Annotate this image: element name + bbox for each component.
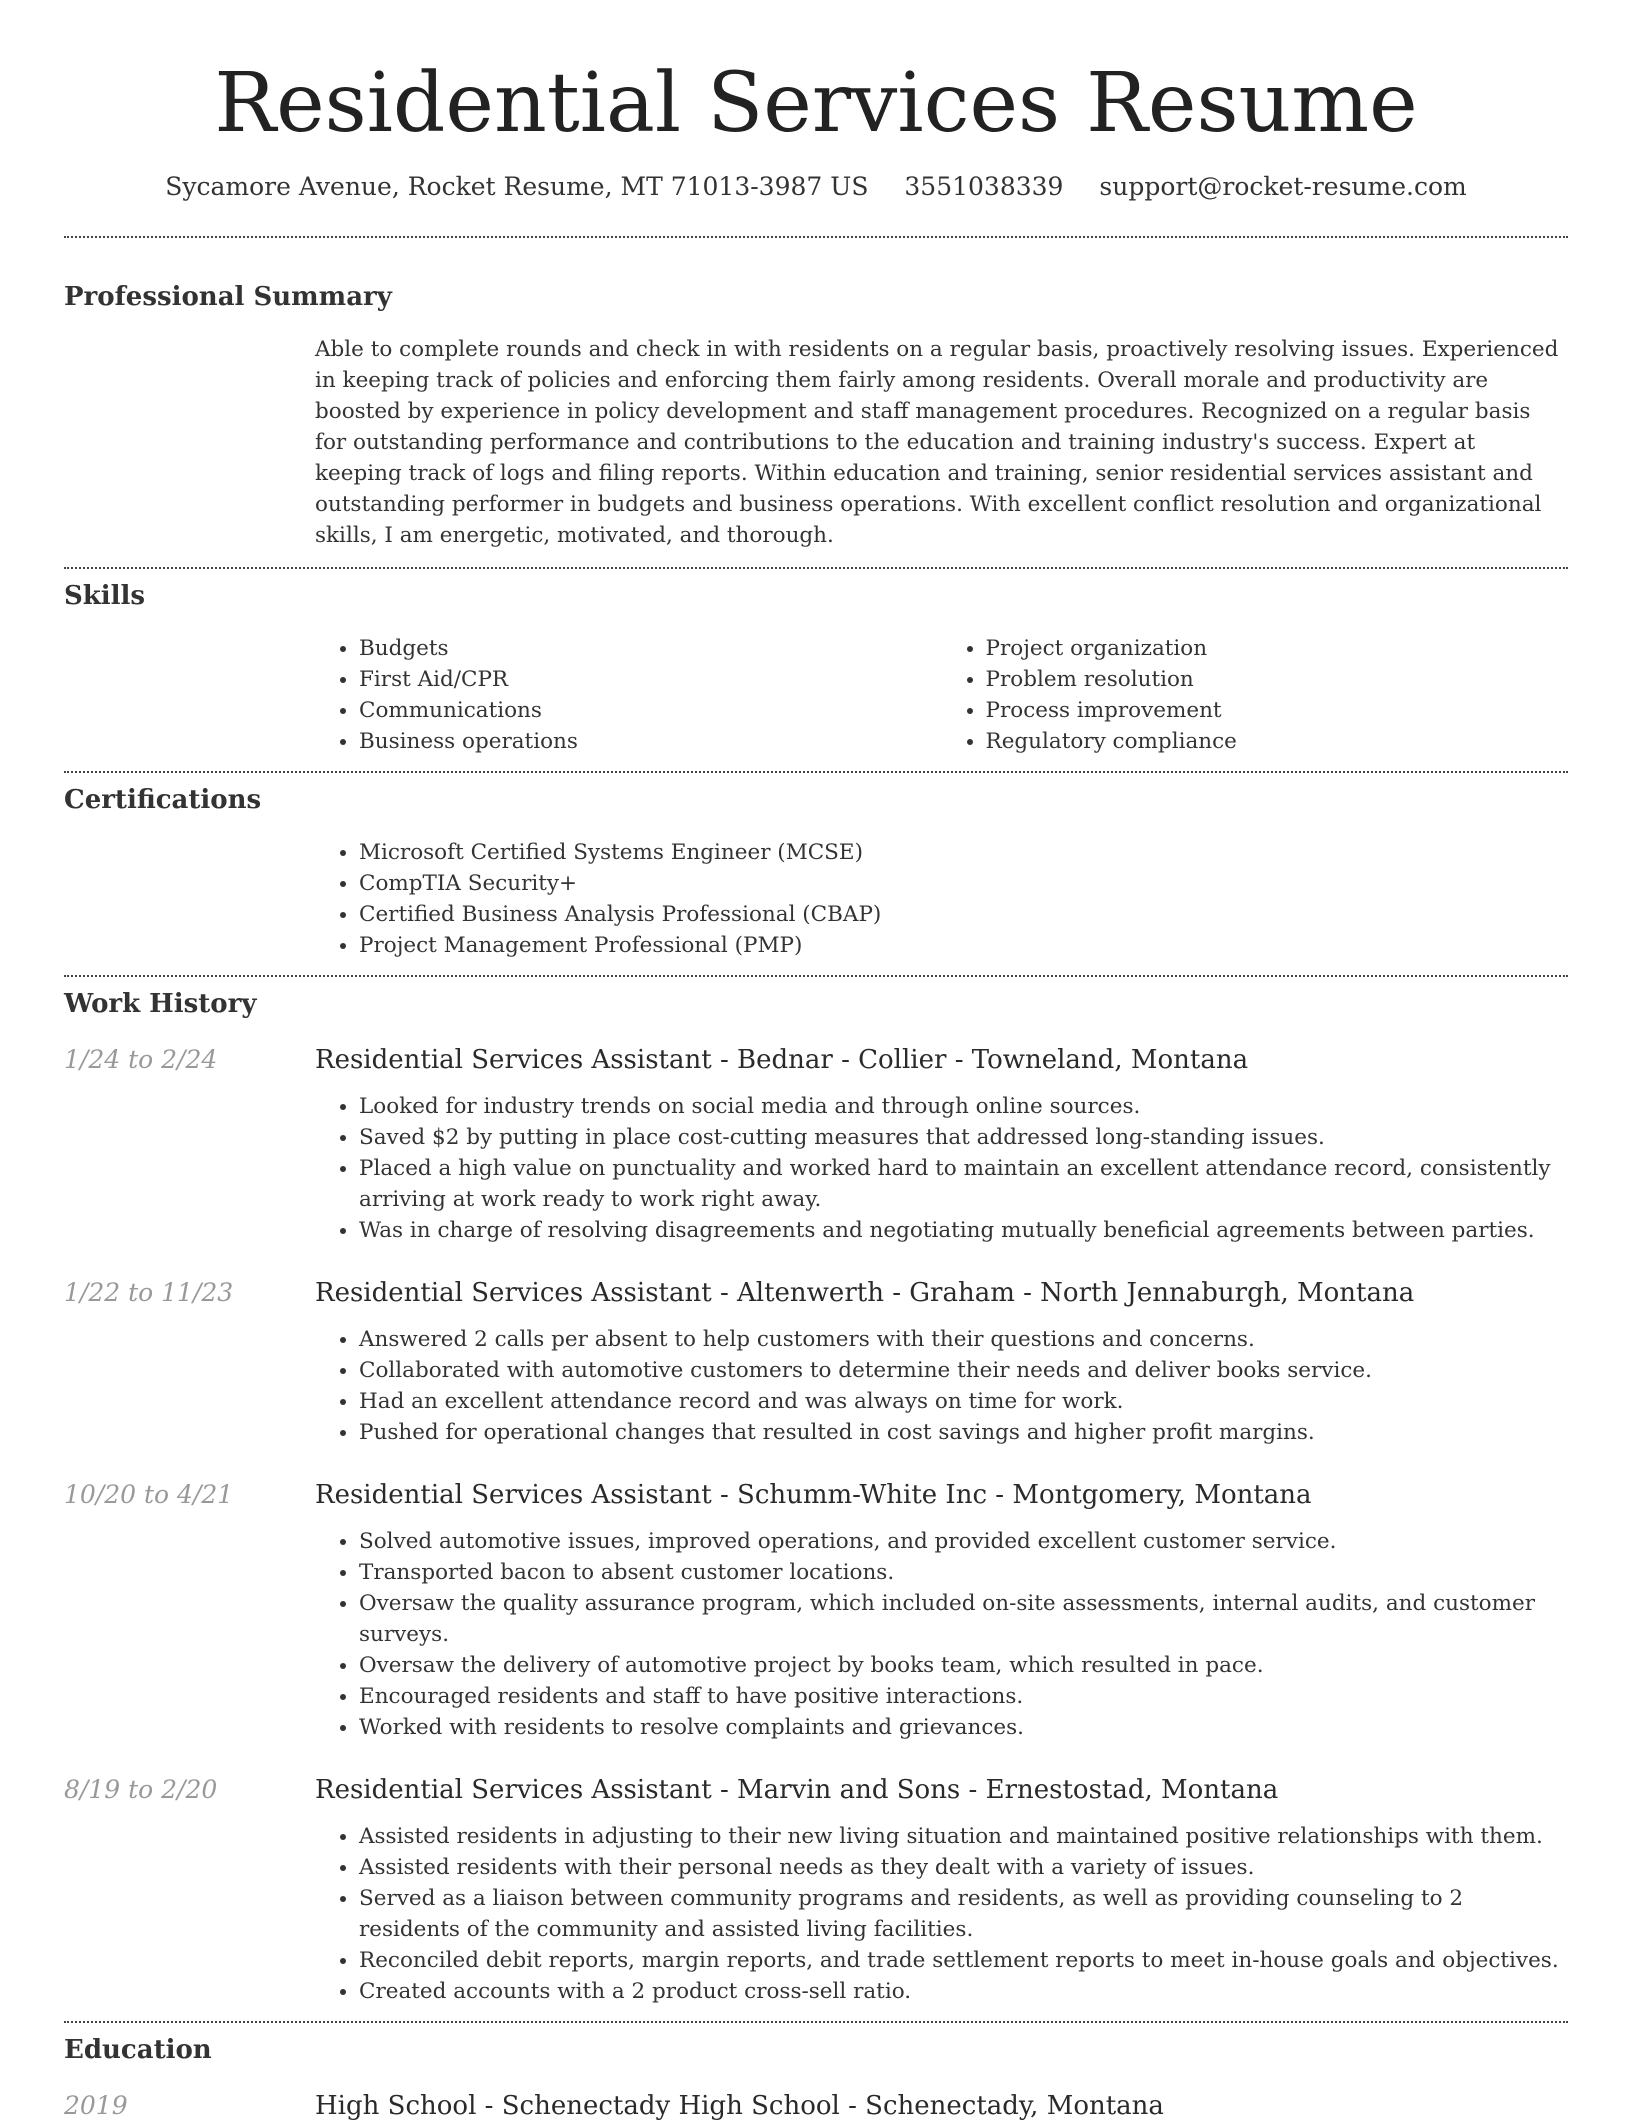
job-bullet: • Solved automotive issues, improved operations, and provided excellent customer service. (359, 1526, 1568, 1557)
divider (64, 975, 1568, 977)
skills-heading: Skills (64, 581, 146, 611)
contact-email: support@rocket-resume.com (1099, 172, 1467, 201)
job-bullet: • Had an excellent attendance record and was always on time for work. (359, 1386, 1568, 1417)
education-title: High School - Schenectady High School - Schenectady, Montana (315, 2091, 1164, 2121)
job-bullet: • Was in charge of resolving disagreements and negotiating mutually beneficial agreements between parties. (359, 1215, 1568, 1246)
job-bullet: • Oversaw the delivery of automotive project by books team, which resulted in pace. (359, 1650, 1568, 1681)
certification-item: • Project Management Professional (PMP) (359, 930, 1568, 961)
skill-item: • Regulatory compliance (986, 726, 1569, 757)
divider (64, 236, 1568, 238)
job-bullet: • Answered 2 calls per absent to help customers with their questions and concerns. (359, 1324, 1568, 1355)
job-bullet: • Served as a liaison between community programs and residents, as well as providing counseling to 2 residents of the community and assisted living facilities. (359, 1883, 1568, 1945)
certifications-list (315, 837, 1568, 961)
skill-item: • Communications (359, 695, 942, 726)
divider (64, 567, 1568, 569)
job-date: 1/24 to 2/24 (64, 1045, 218, 1074)
skill-item: • Process improvement (986, 695, 1569, 726)
job-bullet: • Transported bacon to absent customer locations. (359, 1557, 1568, 1588)
contact-phone: 3551038339 (904, 172, 1064, 201)
job-bullet: • Looked for industry trends on social media and through online sources. (359, 1091, 1568, 1122)
work-history-section (64, 987, 1568, 2007)
job-bullet: • Saved $2 by putting in place cost-cutting measures that addressed long-standing issues. (359, 1122, 1568, 1153)
resume-page (64, 0, 1568, 2123)
skills-list-left (315, 633, 942, 757)
job-date: 10/20 to 4/21 (64, 1480, 234, 1509)
job-bullet: • Encouraged residents and staff to have positive interactions. (359, 1681, 1568, 1712)
job-entry (64, 1773, 1568, 2007)
skills-list-right (942, 633, 1569, 757)
skills-section (64, 579, 1568, 757)
job-title: Residential Services Assistant - Altenwerth - Graham - North Jennaburgh, Montana (315, 1278, 1415, 1308)
contact-line (64, 170, 1568, 204)
summary-text: Able to complete rounds and check in with residents on a regular basis, proactively resolving issues. Experienced in keeping track of policies and enforcing them fairly among residents. Overall morale and productivity are boosted by experience in policy development and staff management procedures. Recognized on a regular basis for outstanding performance and contributions to the education and training industry's success. Expert at keeping track of logs and filing reports. Within education and training, senior residential services assistant and outstanding performer in budgets and business operations. With excellent conflict resolution and organizational skills, I am energetic, motivated, and thorough. (315, 337, 1559, 548)
skill-item: • Project organization (986, 633, 1569, 664)
contact-address: Sycamore Avenue, Rocket Resume, MT 71013-3987 US (165, 172, 869, 201)
education-date: 2019 (64, 2091, 128, 2120)
education-section (64, 2033, 1568, 2123)
job-title: Residential Services Assistant - Schumm-White Inc - Montgomery, Montana (315, 1480, 1312, 1510)
skill-item: • Problem resolution (986, 664, 1569, 695)
certification-item: • Certified Business Analysis Professional (CBAP) (359, 899, 1568, 930)
job-title: Residential Services Assistant - Bednar - Collier - Towneland, Montana (315, 1045, 1249, 1075)
summary-section (64, 280, 1568, 551)
job-bullets (315, 1526, 1568, 1743)
certifications-section (64, 783, 1568, 961)
job-bullet: • Created accounts with a 2 product cross-sell ratio. (359, 1976, 1568, 2007)
certifications-heading: Certifications (64, 785, 262, 815)
certification-item: • CompTIA Security+ (359, 868, 1568, 899)
job-bullets (315, 1821, 1568, 2007)
certification-item: • Microsoft Certified Systems Engineer (MCSE) (359, 837, 1568, 868)
education-heading: Education (64, 2035, 212, 2065)
skill-item: • Budgets (359, 633, 942, 664)
job-bullets (315, 1091, 1568, 1246)
summary-heading: Professional Summary (64, 282, 392, 312)
job-bullet: • Oversaw the quality assurance program, which included on-site assessments, internal audits, and customer surveys. (359, 1588, 1568, 1650)
resume-title: Residential Services Resume (214, 56, 1418, 151)
job-bullet: • Worked with residents to resolve complaints and grievances. (359, 1712, 1568, 1743)
job-title: Residential Services Assistant - Marvin and Sons - Ernestostad, Montana (315, 1775, 1279, 1805)
job-entry (64, 1043, 1568, 1246)
education-entry (64, 2089, 1568, 2123)
divider (64, 771, 1568, 773)
job-date: 1/22 to 11/23 (64, 1278, 234, 1307)
job-bullet: • Assisted residents with their personal needs as they dealt with a variety of issues. (359, 1852, 1568, 1883)
job-date: 8/19 to 2/20 (64, 1775, 218, 1804)
divider (64, 2021, 1568, 2023)
job-bullet: • Placed a high value on punctuality and worked hard to maintain an excellent attendance record, consistently arriving at work ready to work right away. (359, 1153, 1568, 1215)
job-bullet: • Reconciled debit reports, margin reports, and trade settlement reports to meet in-house goals and objectives. (359, 1945, 1568, 1976)
skill-item: • Business operations (359, 726, 942, 757)
job-bullet: • Collaborated with automotive customers to determine their needs and deliver books service. (359, 1355, 1568, 1386)
skill-item: • First Aid/CPR (359, 664, 942, 695)
job-bullets (315, 1324, 1568, 1448)
job-entry (64, 1478, 1568, 1743)
job-bullet: • Pushed for operational changes that resulted in cost savings and higher profit margins. (359, 1417, 1568, 1448)
work-history-heading: Work History (64, 989, 257, 1019)
job-bullet: • Assisted residents in adjusting to their new living situation and maintained positive relationships with them. (359, 1821, 1568, 1852)
job-entry (64, 1276, 1568, 1448)
